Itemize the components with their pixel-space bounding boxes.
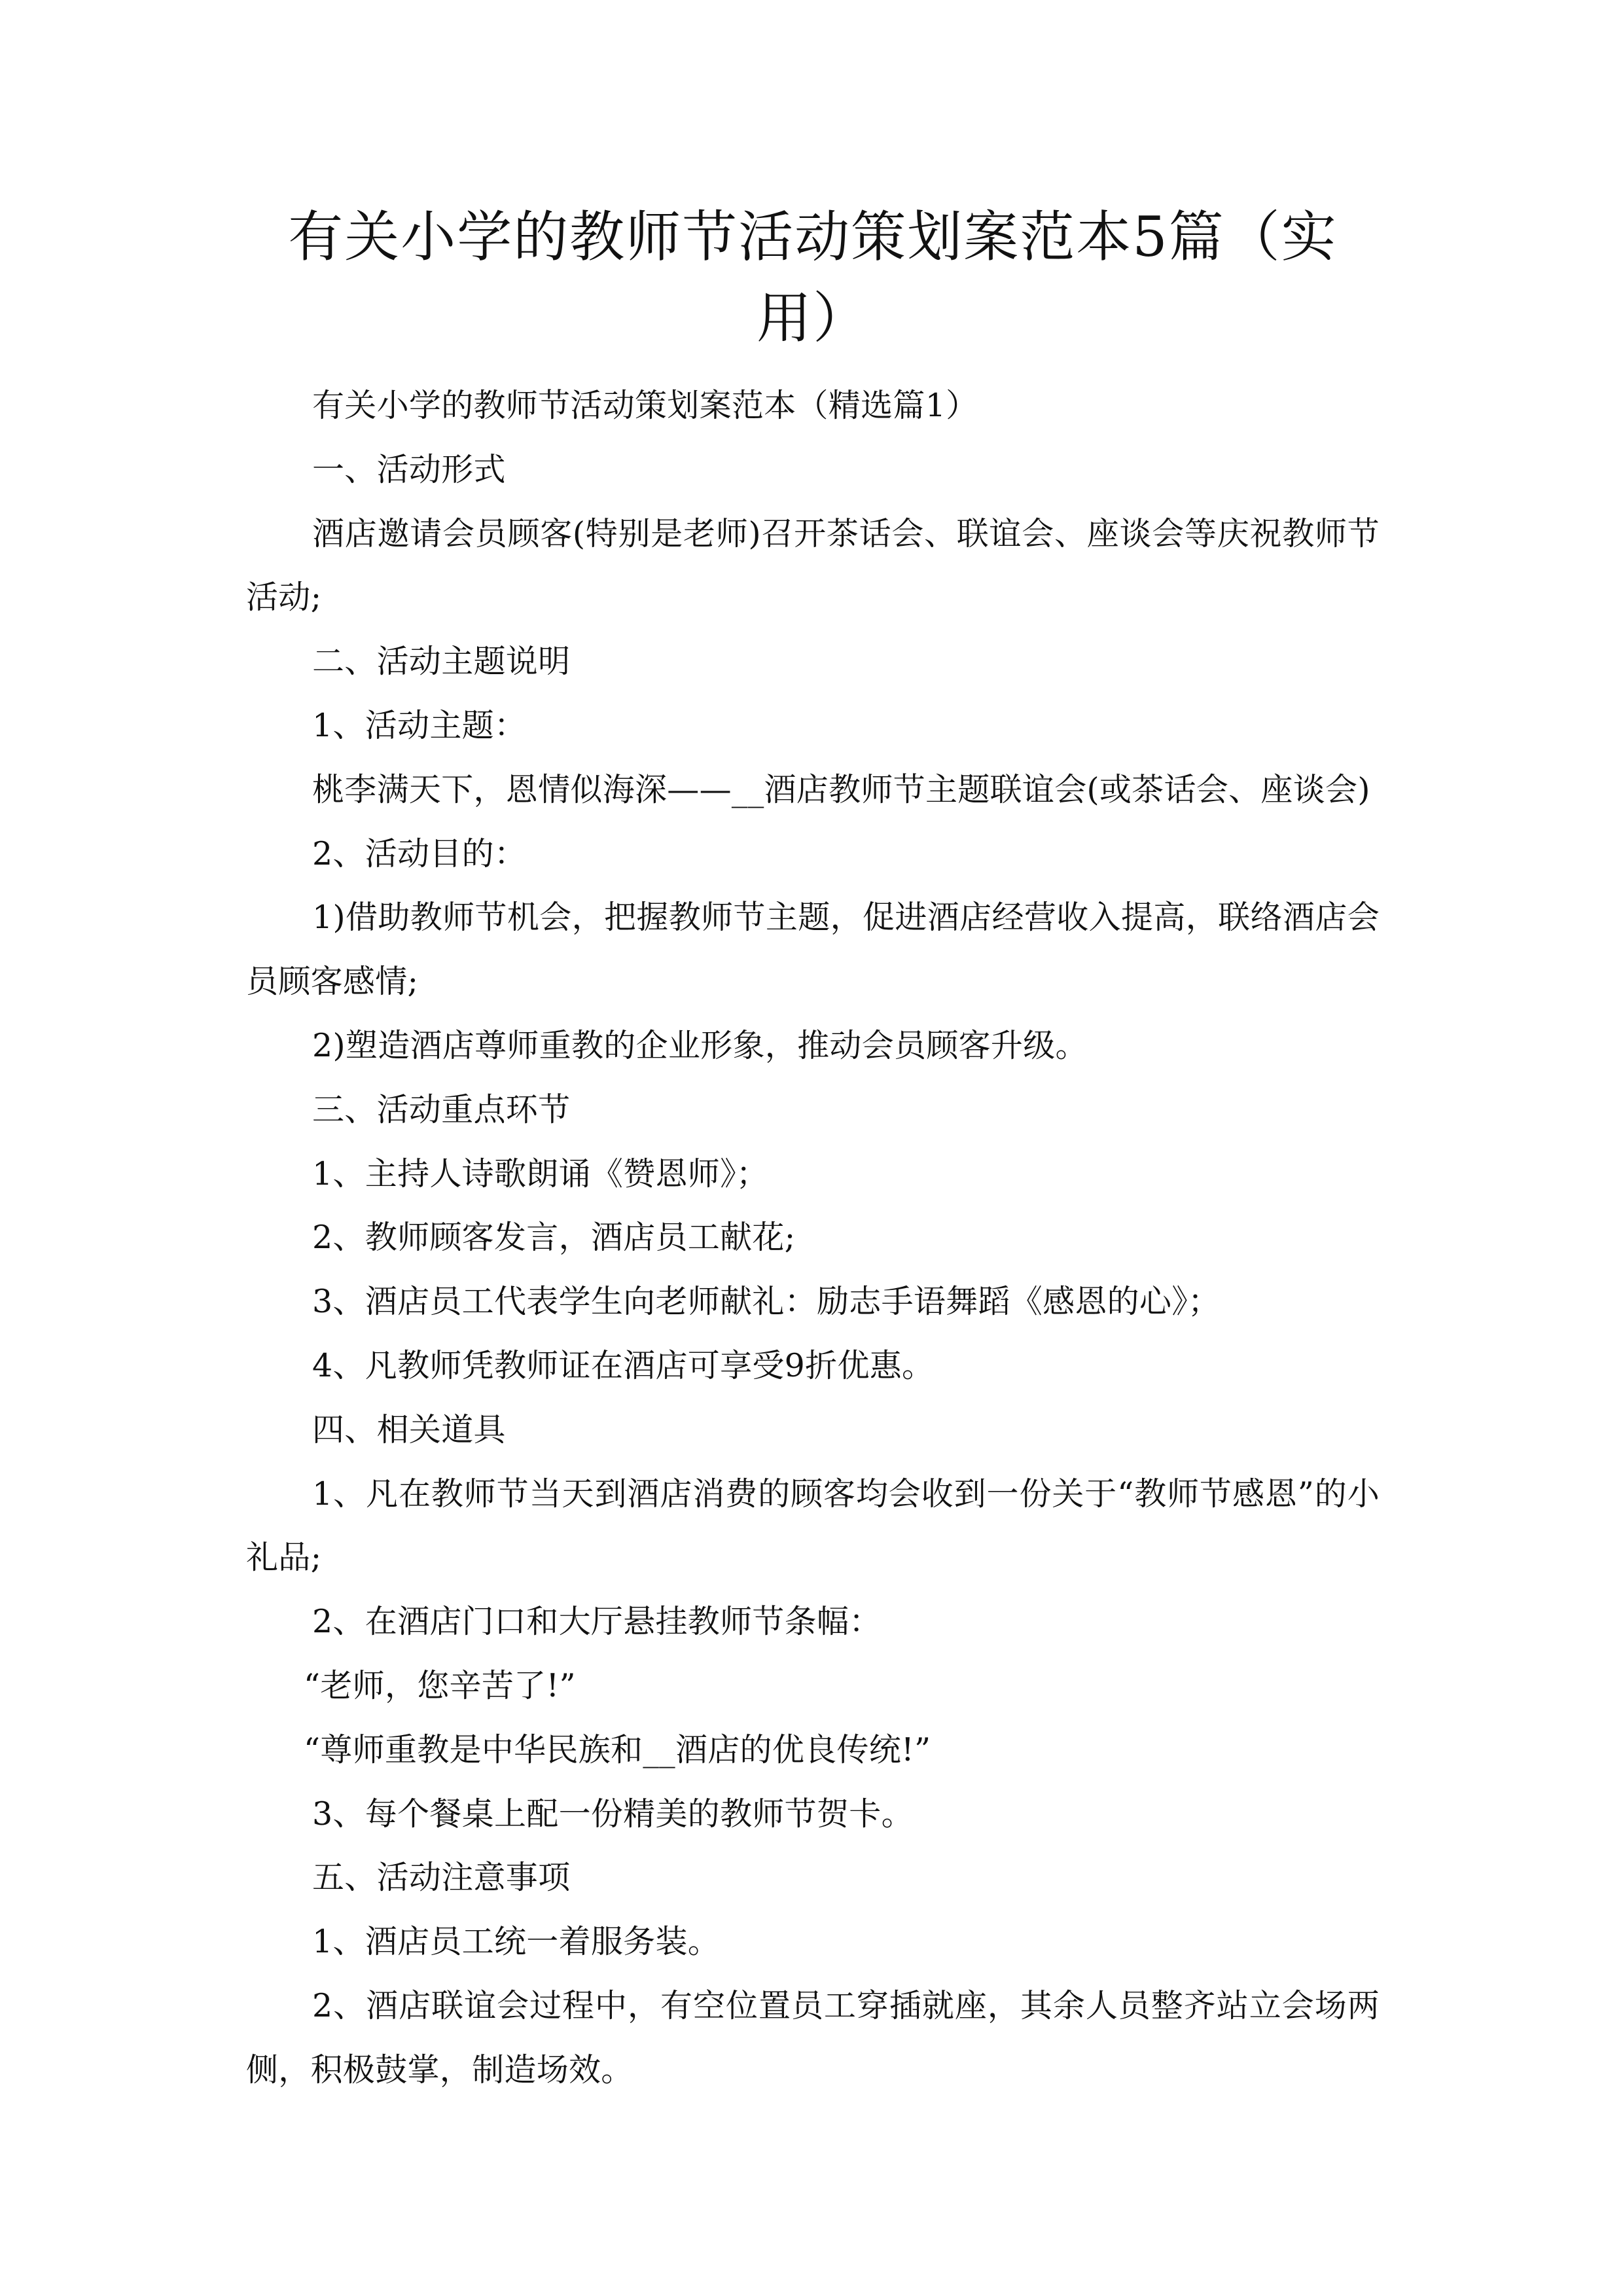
list-item: 3、酒店员工代表学生向老师献礼：励志手语舞蹈《感恩的心》；: [312, 1283, 1221, 1321]
section-heading: 三、活动重点环节: [312, 1090, 571, 1128]
document-body: [246, 374, 1380, 2102]
list-item: 1、酒店员工统一着服务装。: [312, 1923, 721, 1961]
list-item: 4、凡教师凭教师证在酒店可享受9折优惠。: [312, 1346, 935, 1384]
section-heading: 有关小学的教师节活动策划案范本（精选篇1）: [312, 387, 978, 424]
paragraph: 酒店邀请会员顾客(特别是老师)召开茶话会、联谊会、座谈会等庆祝教师节活动;: [246, 514, 1380, 617]
section-heading: 四、相关道具: [312, 1410, 506, 1448]
section-heading: 一、活动形式: [312, 450, 506, 488]
section-heading: 二、活动主题说明: [312, 643, 571, 681]
subheading: 1、活动主题：: [312, 706, 527, 744]
paragraph: 2)塑造酒店尊师重教的企业形象，推动会员顾客升级。: [312, 1026, 1088, 1064]
list-item: 3、每个餐桌上配一份精美的教师节贺卡。: [312, 1795, 914, 1833]
list-item: 2、教师顾客发言，酒店员工献花;: [312, 1219, 796, 1257]
list-item: 2、在酒店门口和大厅悬挂教师节条幅：: [312, 1603, 882, 1641]
subheading: 2、活动目的：: [312, 834, 527, 872]
paragraph: 1)借助教师节机会，把握教师节主题，促进酒店经营收入提高，联络酒店会员顾客感情;: [246, 899, 1380, 1001]
list-item: 1、主持人诗歌朗诵《赞恩师》；: [312, 1155, 769, 1193]
document-title: 有关小学的教师节活动策划案范本5篇（实用）: [288, 205, 1338, 350]
paragraph: 桃李满天下，恩情似海深——__酒店教师节主题联谊会(或茶话会、座谈会): [312, 770, 1370, 808]
list-item: 1、凡在教师节当天到酒店消费的顾客均会收到一份关于“教师节感恩”的小礼品;: [246, 1475, 1380, 1577]
list-item: 2、酒店联谊会过程中，有空位置员工穿插就座，其余人员整齐站立会场两侧，积极鼓掌，制造场效。: [246, 1986, 1380, 2089]
banner-quote: “老师，您辛苦了!”: [304, 1666, 576, 1704]
banner-quote: “尊师重教是中华民族和__酒店的优良传统!”: [304, 1731, 931, 1768]
section-heading: 五、活动注意事项: [312, 1859, 571, 1897]
